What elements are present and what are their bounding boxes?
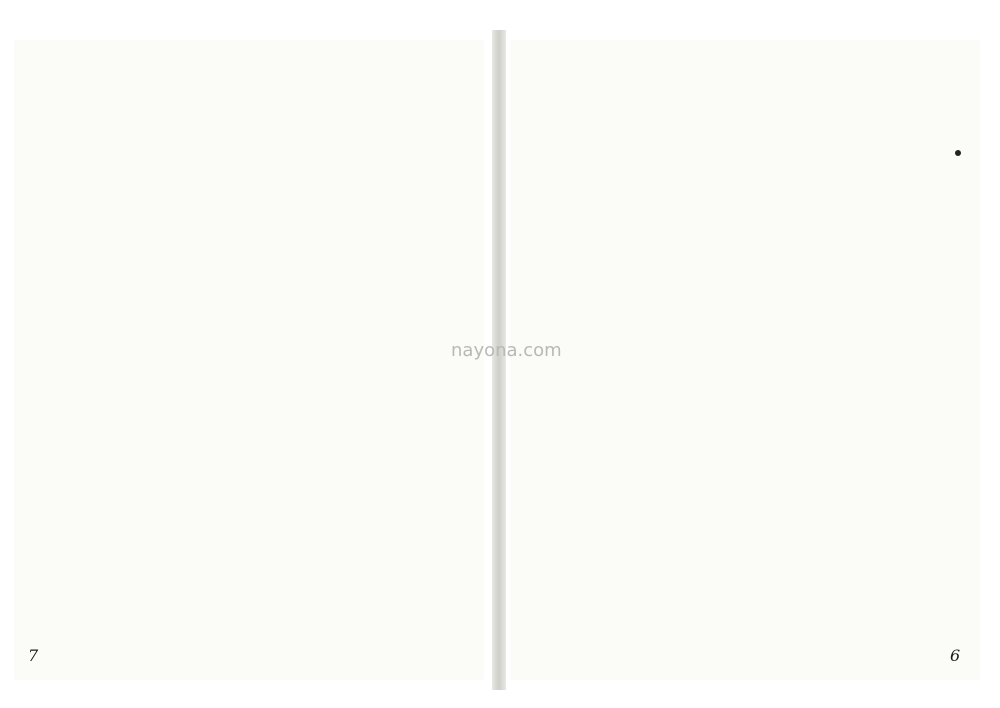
page-number-left: 7	[28, 646, 39, 665]
left-page	[14, 40, 484, 680]
watermark: nayona.com	[451, 340, 562, 361]
right-page	[510, 40, 980, 680]
page-speck	[955, 150, 961, 156]
page-number-right: 6	[950, 646, 961, 665]
